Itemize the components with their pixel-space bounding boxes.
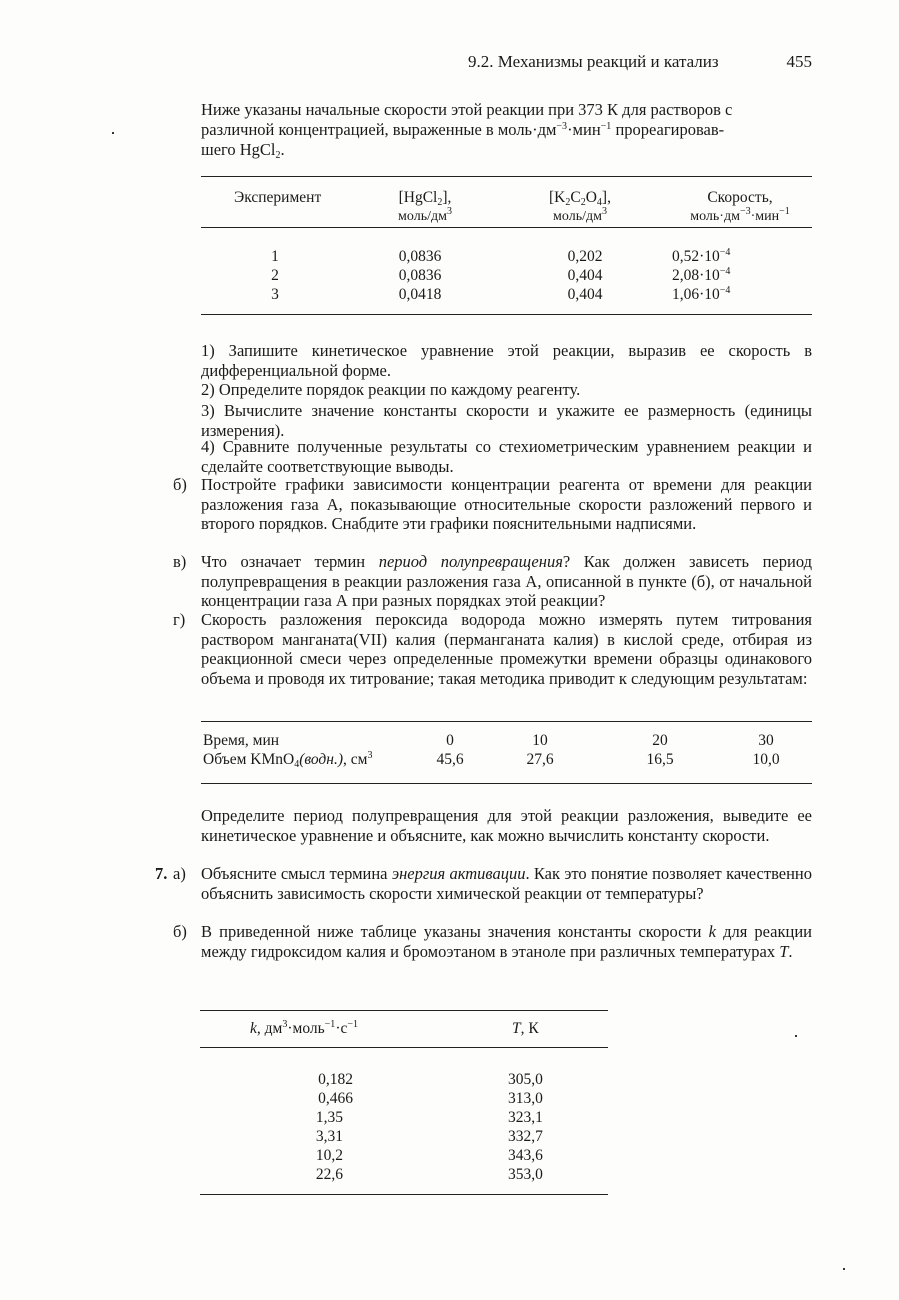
table-header-rule <box>200 1047 608 1048</box>
table-row: 2 <box>271 267 279 284</box>
problem-7a-marker: а) <box>173 864 186 883</box>
intro-paragraph <box>201 100 812 160</box>
cell-volume: 16,5 <box>646 751 674 768</box>
cell-k: 1,35 <box>315 1109 343 1126</box>
table-bottom-rule <box>201 314 812 315</box>
cell-t: 323,1 <box>508 1109 543 1126</box>
header-experiment: Эксперимент <box>234 189 322 206</box>
cell-hgcl2: 0,0836 <box>398 248 442 265</box>
question-1: 1) Запишите кинетическое уравнение этой реакции, выразив ее скорость в дифференциальной форме. <box>201 341 812 380</box>
item-v-marker: в) <box>173 552 187 571</box>
question-3: 3) Вычислите значение константы скорости и укажите ее размерность (единицы измерения). <box>201 401 812 440</box>
cell-hgcl2: 0,0836 <box>398 267 442 284</box>
table-bottom-rule <box>200 1194 608 1195</box>
header-k: k, $дм^3\cdot моль^{-1}\cdot с^{-1}$ <box>250 1019 358 1037</box>
cell-k2c2o4: 0,404 <box>567 267 603 284</box>
item-g-marker: г) <box>173 610 186 629</box>
item-b-marker: б) <box>173 475 187 494</box>
intro-line-1: Ниже указаны начальные скорости этой реакции при 373 К для растворов с <box>201 100 733 119</box>
item-v: в) Что означает термин период полупревращения? Как должен зависеть период полупревращения в реакции разложения газа А, описанной в пункте (б), от начальной концентрации газа А при разных порядках этой реакции? <box>173 552 812 610</box>
item-b: б) Постройте графики зависимости концентрации реагента от времени для реакции разложения газа А, показывающие относительные скорости разложений первого и второго порядков. Снабдите эти графики пояснительными надписями. <box>173 475 812 533</box>
cell-t: 313,0 <box>508 1090 543 1107</box>
cell-time: 0 <box>446 732 454 749</box>
cell-time: 20 <box>652 732 668 749</box>
cell-k2c2o4: 0,404 <box>567 286 603 303</box>
intro-line-2: различной концентрацией, выраженные в $моль\cdot дм^{-3}\cdot мин^{-1}$ прореагировав- <box>201 120 725 139</box>
scan-speck <box>795 1035 797 1037</box>
scan-speck <box>112 132 114 134</box>
cell-rate: $2,08\cdot 10^{-4}$ <box>672 266 731 284</box>
header-t: T, К <box>512 1020 539 1037</box>
cell-k: 22,6 <box>315 1166 343 1183</box>
table-row: 3 <box>271 286 279 303</box>
cell-rate: $1,06\cdot 10^{-4}$ <box>672 285 731 303</box>
cell-hgcl2: 0,0418 <box>398 286 442 303</box>
cell-t: 332,7 <box>508 1128 543 1145</box>
cell-k: 0,466 <box>318 1090 353 1107</box>
problem-7b-marker: б) <box>173 922 187 941</box>
cell-k: 10,2 <box>315 1147 343 1164</box>
table-row: 1 <box>271 248 279 265</box>
problem-number: 7. <box>155 864 168 883</box>
cell-k2c2o4: 0,202 <box>567 248 603 265</box>
table-top-rule <box>200 1010 608 1011</box>
header-rate: Скорость, $моль\cdot дм^{-3}\cdot мин^{-1}$ <box>690 189 790 224</box>
cell-k: 3,31 <box>315 1128 343 1145</box>
item-g: г) Скорость разложения пероксида водорода можно измерять путем титрования раствором манганата(VII) калия (перманганата калия) в кислой среде, отбирая из реакционной смеси через определенные промежутки времени образцы одинакового объема и проводя их титрование; такая методика приводит к следующим результатам: <box>173 610 812 688</box>
table-header-rule <box>201 227 812 228</box>
cell-time: 10 <box>532 732 548 749</box>
section-title: 9.2. Механизмы реакций и катализ <box>468 52 719 71</box>
table-bottom-rule <box>201 783 812 784</box>
cell-volume: 10,0 <box>752 751 780 768</box>
table-top-rule <box>201 176 812 177</box>
cell-volume: 45,6 <box>436 751 464 768</box>
header-k2c2o4: $[K_2C_2O_4]$, моль/$дм^3$ <box>549 189 611 224</box>
row-label-volume: Объем KMnO$_4$(водн.), $см^3$ <box>203 750 373 770</box>
row-label-time: Время, мин <box>203 732 280 749</box>
cell-rate: $0,52\cdot 10^{-4}$ <box>672 247 731 265</box>
running-header <box>200 52 812 74</box>
question-4: 4) Сравните полученные результаты со стехиометрическим уравнением реакции и сделайте соответствующие выводы. <box>201 437 812 476</box>
page-number: 455 <box>786 52 812 71</box>
cell-t: 343,6 <box>508 1147 543 1164</box>
question-2: 2) Определите порядок реакции по каждому реагенту. <box>201 380 581 399</box>
cell-k: 0,182 <box>318 1071 353 1088</box>
cell-volume: 27,6 <box>526 751 554 768</box>
scan-speck <box>843 1268 845 1270</box>
cell-t: 353,0 <box>508 1166 543 1183</box>
header-hgcl2: [HgCl$_2$], моль/$дм^3$ <box>398 189 452 224</box>
cell-t: 305,0 <box>508 1071 543 1088</box>
problem-7a: 7. а) Объясните смысл термина энергия активации. Как это понятие позволяет качественно объяснить зависимость скорости химической реакции от температуры? <box>155 864 812 903</box>
problem-7b: б) В приведенной ниже таблице указаны значения константы скорости k для реакции между гидроксидом калия и бромоэтаном в этаноле при различных температурах T. <box>173 922 812 961</box>
cell-time: 30 <box>758 732 774 749</box>
half-life-question: Определите период полупревращения для этой реакции разложения, выведите ее кинетическое уравнение и объясните, как можно вычислить константу скорости. <box>201 806 812 845</box>
intro-line-3: шего HgCl$_2$. <box>201 140 285 161</box>
table-top-rule <box>201 721 812 722</box>
